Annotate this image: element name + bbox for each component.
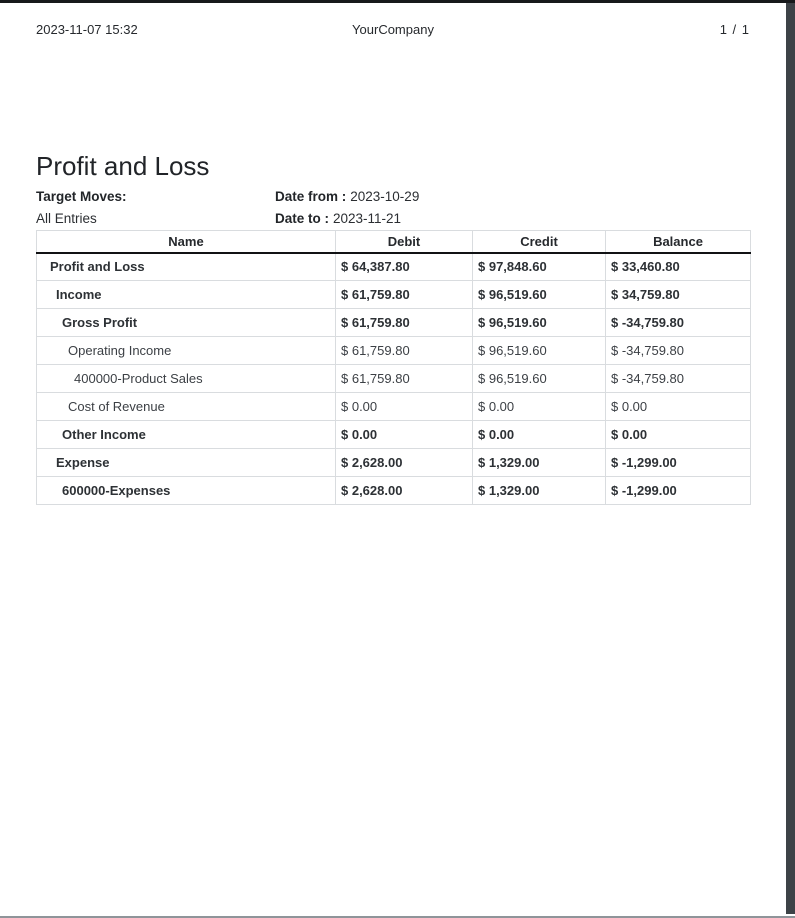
table-row bbox=[37, 477, 751, 505]
table-row bbox=[37, 281, 751, 309]
table-row bbox=[37, 365, 751, 393]
header-page-indicator: 1 / 1 bbox=[719, 22, 750, 37]
report-table-body bbox=[37, 253, 751, 505]
row-debit: $ 0.00 bbox=[336, 393, 473, 421]
header-company-name: YourCompany bbox=[352, 22, 434, 37]
row-balance: $ 33,460.80 bbox=[606, 253, 751, 281]
row-debit: $ 61,759.80 bbox=[336, 337, 473, 365]
table-row bbox=[37, 449, 751, 477]
date-to-label: Date to : bbox=[275, 211, 329, 226]
row-credit: $ 96,519.60 bbox=[473, 281, 606, 309]
row-name: Profit and Loss bbox=[37, 253, 336, 281]
column-header-debit: Debit bbox=[336, 231, 473, 253]
page-header bbox=[36, 22, 750, 37]
table-row bbox=[37, 253, 751, 281]
row-debit: $ 64,387.80 bbox=[336, 253, 473, 281]
report-filters bbox=[36, 186, 750, 230]
row-debit: $ 61,759.80 bbox=[336, 365, 473, 393]
table-row bbox=[37, 337, 751, 365]
column-header-balance: Balance bbox=[606, 231, 751, 253]
row-credit: $ 0.00 bbox=[473, 421, 606, 449]
viewer-edge-top bbox=[0, 0, 795, 3]
row-balance: $ -34,759.80 bbox=[606, 309, 751, 337]
row-name: Operating Income bbox=[37, 337, 336, 365]
row-balance: $ -1,299.00 bbox=[606, 477, 751, 505]
row-debit: $ 0.00 bbox=[336, 421, 473, 449]
row-debit: $ 61,759.80 bbox=[336, 309, 473, 337]
column-header-name: Name bbox=[37, 231, 336, 253]
row-name: Other Income bbox=[37, 421, 336, 449]
row-name: 600000-Expenses bbox=[37, 477, 336, 505]
row-name: Income bbox=[37, 281, 336, 309]
row-balance: $ -1,299.00 bbox=[606, 449, 751, 477]
row-debit: $ 61,759.80 bbox=[336, 281, 473, 309]
row-credit: $ 96,519.60 bbox=[473, 337, 606, 365]
date-from-line bbox=[275, 186, 750, 208]
row-balance: $ 0.00 bbox=[606, 421, 751, 449]
row-name: Cost of Revenue bbox=[37, 393, 336, 421]
row-balance: $ -34,759.80 bbox=[606, 365, 751, 393]
date-to-line bbox=[275, 208, 750, 230]
report-title: Profit and Loss bbox=[36, 151, 210, 181]
date-to-value: 2023-11-21 bbox=[333, 211, 402, 226]
target-moves-label: Target Moves: bbox=[36, 189, 127, 204]
row-credit: $ 96,519.60 bbox=[473, 365, 606, 393]
column-header-credit: Credit bbox=[473, 231, 606, 253]
date-from-value: 2023-10-29 bbox=[350, 189, 420, 204]
table-row bbox=[37, 393, 751, 421]
row-credit: $ 96,519.60 bbox=[473, 309, 606, 337]
header-printed-datetime: 2023-11-07 15:32 bbox=[36, 22, 138, 37]
row-name: Expense bbox=[37, 449, 336, 477]
table-row bbox=[37, 421, 751, 449]
row-balance: $ 34,759.80 bbox=[606, 281, 751, 309]
row-credit: $ 1,329.00 bbox=[473, 477, 606, 505]
target-moves-value: All Entries bbox=[36, 211, 97, 226]
row-balance: $ -34,759.80 bbox=[606, 337, 751, 365]
profit-and-loss-table bbox=[36, 230, 751, 505]
row-credit: $ 1,329.00 bbox=[473, 449, 606, 477]
row-balance: $ 0.00 bbox=[606, 393, 751, 421]
date-from-label: Date from : bbox=[275, 189, 347, 204]
row-name: Gross Profit bbox=[37, 309, 336, 337]
table-row bbox=[37, 309, 751, 337]
row-name: 400000-Product Sales bbox=[37, 365, 336, 393]
row-debit: $ 2,628.00 bbox=[336, 449, 473, 477]
table-header-row bbox=[37, 231, 751, 253]
row-credit: $ 0.00 bbox=[473, 393, 606, 421]
row-credit: $ 97,848.60 bbox=[473, 253, 606, 281]
row-debit: $ 2,628.00 bbox=[336, 477, 473, 505]
viewer-edge-right bbox=[786, 2, 795, 914]
